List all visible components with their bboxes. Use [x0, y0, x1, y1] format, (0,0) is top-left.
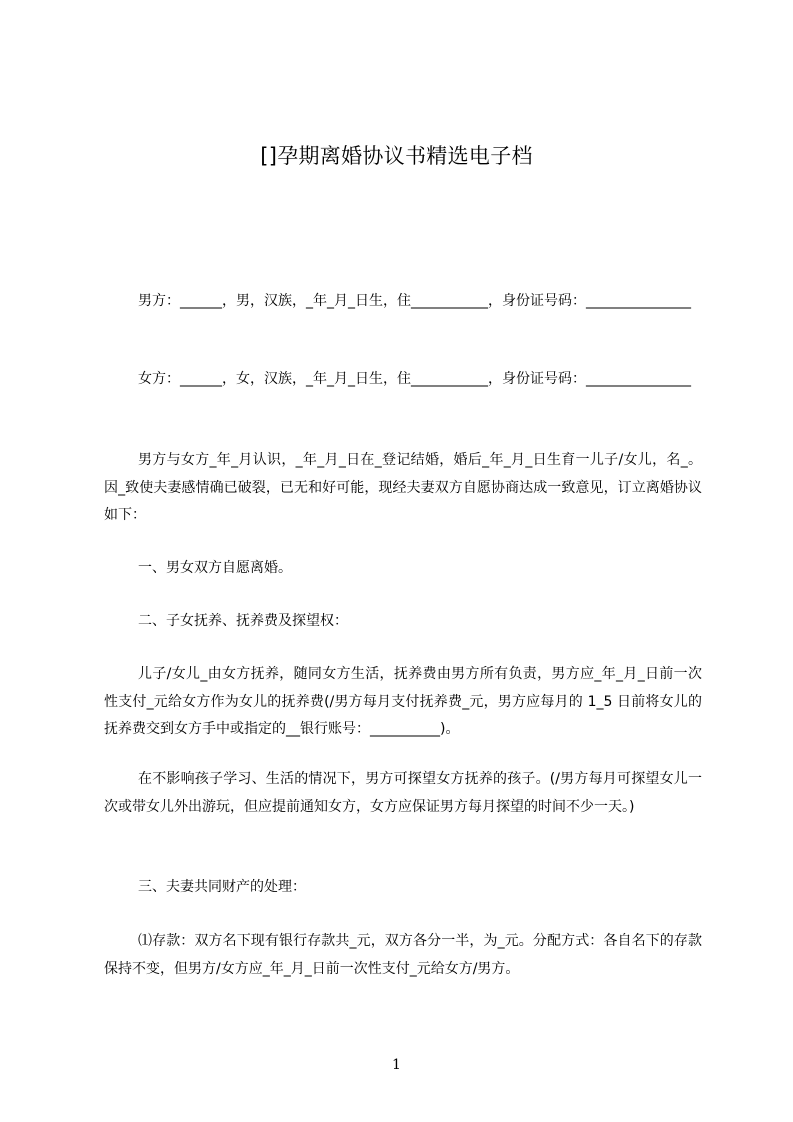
clause-1-heading: 一、男女双方自愿离婚。 — [138, 560, 292, 576]
background-paragraph: 男方与女方_年_月认识，_年_月_日在_登记结婚，婚后_年_月_日生育一儿子/女儿，名_。因_致使夫妻感情确已破裂，已无和好可能，现经夫妻双方自愿协商达成一致意见，订立离婚协议如下： — [104, 452, 702, 523]
male-party-paragraph: 男方：______，男，汉族，_年_月_日生，住___________，身份证号码：_______________ — [138, 293, 691, 309]
page-number: 1 — [392, 1057, 401, 1073]
female-party-paragraph: 女方：______，女，汉族，_年_月_日生，住___________，身份证号码：_______________ — [138, 371, 691, 387]
clause-3-heading: 三、夫妻共同财产的处理： — [138, 879, 306, 895]
deposits-paragraph: ⑴存款：双方名下现有银行存款共_元，双方各分一半，为_元。分配方式：各自名下的存款保持不变，但男方/女方应_年_月_日前一次性支付_元给女方/男方。 — [104, 933, 702, 977]
clause-2-heading: 二、子女抚养、抚养费及探望权： — [138, 613, 348, 629]
custody-paragraph: 儿子/女儿_由女方抚养，随同女方生活，抚养费由男方所有负责，男方应_年_月_日前一次性支付_元给女方作为女儿的抚养费(/男方每月支付抚养费_元，男方应每月的 1_5 日前将女儿的抚养费交到女方手中或指定的__银行账号：__________)。 — [104, 666, 702, 737]
document-title: []孕期离婚协议书精选电子档 — [260, 144, 533, 168]
visitation-paragraph: 在不影响孩子学习、生活的情况下，男方可探望女方抚养的孩子。(/男方每月可探望女儿一次或带女儿外出游玩，但应提前通知女方，女方应保证男方每月探望的时间不少一天。) — [104, 771, 702, 815]
